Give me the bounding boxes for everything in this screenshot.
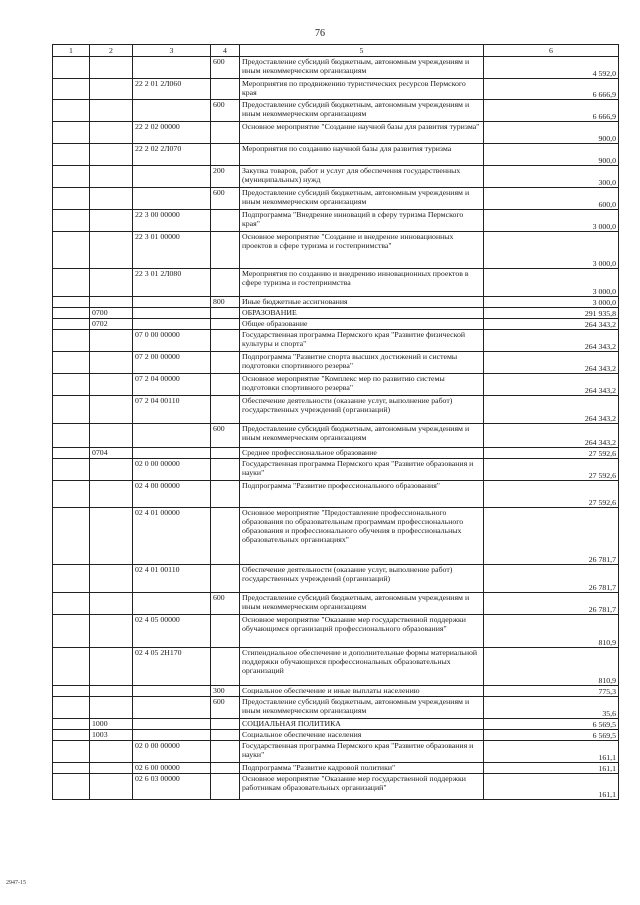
- amount-cell: 161,1: [484, 774, 619, 800]
- section-code-cell: [90, 396, 133, 424]
- table-row: [53, 100, 619, 122]
- empty-cell-cell: [53, 297, 90, 308]
- target-code-cell: [133, 297, 211, 308]
- item-name-cell: Предоставление субсидий бюджетным, автономным учреждениям и иным некоммерческим организациям: [240, 697, 484, 719]
- expense-type-cell: [211, 396, 240, 424]
- item-name-cell: Подпрограмма "Развитие профессионального образования": [240, 481, 484, 508]
- amount-cell: 4 592,0: [484, 57, 619, 79]
- table-row: [53, 330, 619, 352]
- expense-type-cell: [211, 481, 240, 508]
- empty-cell-cell: [53, 648, 90, 686]
- empty-cell-cell: [53, 57, 90, 79]
- empty-cell-cell: [53, 144, 90, 166]
- section-code-cell: [90, 188, 133, 210]
- amount-cell: 6 569,5: [484, 730, 619, 741]
- table-row: [53, 719, 619, 730]
- section-code-cell: [90, 374, 133, 396]
- empty-cell-cell: [53, 396, 90, 424]
- item-name-cell: Основное мероприятие "Создание научной базы для развития туризма": [240, 122, 484, 144]
- expense-type-cell: [211, 763, 240, 774]
- target-code-cell: 22 2 02 2Л070: [133, 144, 211, 166]
- section-code-cell: [90, 741, 133, 763]
- expense-type-cell: 300: [211, 686, 240, 697]
- section-code-cell: 0700: [90, 308, 133, 319]
- table-row: [53, 122, 619, 144]
- amount-cell: 27 592,6: [484, 481, 619, 508]
- item-name-cell: Обеспечение деятельности (оказание услуг, выполнение работ) государственных учреждений (организаций): [240, 565, 484, 593]
- amount-cell: 3 000,0: [484, 269, 619, 297]
- target-code-cell: [133, 100, 211, 122]
- expense-type-cell: [211, 330, 240, 352]
- section-code-cell: [90, 100, 133, 122]
- section-code-cell: [90, 648, 133, 686]
- amount-cell: 26 781,7: [484, 508, 619, 565]
- section-code-cell: [90, 481, 133, 508]
- expense-type-cell: [211, 448, 240, 459]
- expense-type-cell: [211, 79, 240, 100]
- item-name-cell: Мероприятия по созданию и внедрению инновационных проектов в сфере туризма и гостеприимства: [240, 269, 484, 297]
- table-row: [53, 615, 619, 648]
- amount-cell: 3 000,0: [484, 232, 619, 269]
- expense-type-cell: 600: [211, 57, 240, 79]
- empty-cell-cell: [53, 448, 90, 459]
- page-number: 76: [315, 28, 325, 39]
- table-row: [53, 774, 619, 800]
- table-row: [53, 424, 619, 448]
- target-code-cell: 22 2 02 00000: [133, 122, 211, 144]
- item-name-cell: Обеспечение деятельности (оказание услуг, выполнение работ) государственных учреждений (организаций): [240, 396, 484, 424]
- table-row: [53, 57, 619, 79]
- section-code-cell: [90, 232, 133, 269]
- table-row: [53, 686, 619, 697]
- amount-cell: 264 343,2: [484, 374, 619, 396]
- target-code-cell: 22 3 00 00000: [133, 210, 211, 232]
- table-row: [53, 741, 619, 763]
- item-name-cell: Предоставление субсидий бюджетным, автономным учреждениям и иным некоммерческим организациям: [240, 424, 484, 448]
- header-col-3: 3: [133, 45, 211, 57]
- table-row: [53, 352, 619, 374]
- empty-cell-cell: [53, 308, 90, 319]
- target-code-cell: 02 4 05 00000: [133, 615, 211, 648]
- expense-type-cell: [211, 269, 240, 297]
- table-row: [53, 210, 619, 232]
- table-row: [53, 459, 619, 481]
- footer-code: 2947-15: [6, 880, 26, 886]
- section-code-cell: [90, 122, 133, 144]
- expense-type-cell: [211, 774, 240, 800]
- target-code-cell: 07 2 04 00000: [133, 374, 211, 396]
- section-code-cell: [90, 352, 133, 374]
- expense-type-cell: [211, 308, 240, 319]
- item-name-cell: Подпрограмма "Развитие спорта высших достижений и системы подготовки спортивного резерва": [240, 352, 484, 374]
- table-row: [53, 297, 619, 308]
- empty-cell-cell: [53, 122, 90, 144]
- amount-cell: 291 935,8: [484, 308, 619, 319]
- section-code-cell: [90, 763, 133, 774]
- item-name-cell: Основное мероприятие "Предоставление профессионального образования по образовательным программам профессионального образования и профессионального обучения в профессиональных образовательных организациях": [240, 508, 484, 565]
- empty-cell-cell: [53, 697, 90, 719]
- table-row: [53, 593, 619, 615]
- expense-type-cell: 200: [211, 166, 240, 188]
- table-row: [53, 232, 619, 269]
- empty-cell-cell: [53, 374, 90, 396]
- expense-type-cell: [211, 319, 240, 330]
- item-name-cell: Мероприятия по созданию научной базы для развития туризма: [240, 144, 484, 166]
- item-name-cell: Общее образование: [240, 319, 484, 330]
- expense-type-cell: [211, 210, 240, 232]
- expense-type-cell: [211, 122, 240, 144]
- expense-type-cell: [211, 459, 240, 481]
- amount-cell: 35,6: [484, 697, 619, 719]
- target-code-cell: [133, 593, 211, 615]
- header-col-1: 1: [53, 45, 90, 57]
- budget-table: [52, 44, 619, 800]
- table-row: [53, 374, 619, 396]
- empty-cell-cell: [53, 319, 90, 330]
- table-row: [53, 308, 619, 319]
- item-name-cell: Предоставление субсидий бюджетным, автономным учреждениям и иным некоммерческим организациям: [240, 57, 484, 79]
- empty-cell-cell: [53, 508, 90, 565]
- expense-type-cell: [211, 374, 240, 396]
- item-name-cell: Основное мероприятие "Оказание мер государственной поддержки работникам образовательных организаций": [240, 774, 484, 800]
- target-code-cell: [133, 448, 211, 459]
- expense-type-cell: 600: [211, 593, 240, 615]
- item-name-cell: Основное мероприятие "Оказание мер государственной поддержки обучающимся организаций профессионального образования": [240, 615, 484, 648]
- item-name-cell: Стипендиальное обеспечение и дополнительные формы материальной поддержки обучающихся профессиональных образовательных организаций: [240, 648, 484, 686]
- item-name-cell: Мероприятия по продвижению туристических ресурсов Пермского края: [240, 79, 484, 100]
- amount-cell: 6 666,9: [484, 79, 619, 100]
- empty-cell-cell: [53, 741, 90, 763]
- amount-cell: 27 592,6: [484, 459, 619, 481]
- target-code-cell: [133, 424, 211, 448]
- empty-cell-cell: [53, 100, 90, 122]
- section-code-cell: [90, 57, 133, 79]
- amount-cell: 900,0: [484, 122, 619, 144]
- section-code-cell: [90, 269, 133, 297]
- empty-cell-cell: [53, 763, 90, 774]
- target-code-cell: 22 3 01 2Л080: [133, 269, 211, 297]
- table-row: [53, 166, 619, 188]
- table-row: [53, 481, 619, 508]
- table-row: [53, 319, 619, 330]
- header-col-5: 5: [240, 45, 484, 57]
- amount-cell: 161,1: [484, 763, 619, 774]
- amount-cell: 900,0: [484, 144, 619, 166]
- section-code-cell: 1000: [90, 719, 133, 730]
- item-name-cell: Иные бюджетные ассигнования: [240, 297, 484, 308]
- table-row: [53, 508, 619, 565]
- header-col-6: 6: [484, 45, 619, 57]
- amount-cell: 264 343,2: [484, 330, 619, 352]
- amount-cell: 26 781,7: [484, 565, 619, 593]
- target-code-cell: [133, 57, 211, 79]
- amount-cell: 264 343,2: [484, 396, 619, 424]
- expense-type-cell: [211, 741, 240, 763]
- section-code-cell: [90, 508, 133, 565]
- item-name-cell: Социальное обеспечение населения: [240, 730, 484, 741]
- amount-cell: 810,9: [484, 648, 619, 686]
- header-col-4: 4: [211, 45, 240, 57]
- expense-type-cell: [211, 352, 240, 374]
- item-name-cell: Основное мероприятие "Комплекс мер по развитию системы подготовки спортивного резерва": [240, 374, 484, 396]
- target-code-cell: 07 0 00 00000: [133, 330, 211, 352]
- section-code-cell: 1003: [90, 730, 133, 741]
- section-code-cell: 0702: [90, 319, 133, 330]
- item-name-cell: Подпрограмма "Внедрение инноваций в сферу туризма Пермского края": [240, 210, 484, 232]
- section-code-cell: [90, 565, 133, 593]
- target-code-cell: 02 0 00 00000: [133, 741, 211, 763]
- empty-cell-cell: [53, 352, 90, 374]
- section-code-cell: [90, 330, 133, 352]
- expense-type-cell: 600: [211, 697, 240, 719]
- empty-cell-cell: [53, 481, 90, 508]
- item-name-cell: Основное мероприятие "Создание и внедрение инновационных проектов в сфере туризма и гостеприимства": [240, 232, 484, 269]
- table-row: [53, 448, 619, 459]
- expense-type-cell: 800: [211, 297, 240, 308]
- target-code-cell: 02 4 00 00000: [133, 481, 211, 508]
- amount-cell: 161,1: [484, 741, 619, 763]
- amount-cell: 6 569,5: [484, 719, 619, 730]
- amount-cell: 300,0: [484, 166, 619, 188]
- item-name-cell: СОЦИАЛЬНАЯ ПОЛИТИКА: [240, 719, 484, 730]
- item-name-cell: ОБРАЗОВАНИЕ: [240, 308, 484, 319]
- target-code-cell: 02 0 00 00000: [133, 459, 211, 481]
- table-row: [53, 188, 619, 210]
- amount-cell: 264 343,2: [484, 424, 619, 448]
- item-name-cell: Предоставление субсидий бюджетным, автономным учреждениям и иным некоммерческим организациям: [240, 188, 484, 210]
- section-code-cell: [90, 697, 133, 719]
- empty-cell-cell: [53, 232, 90, 269]
- empty-cell-cell: [53, 719, 90, 730]
- target-code-cell: [133, 188, 211, 210]
- item-name-cell: Государственная программа Пермского края "Развитие образования и науки": [240, 741, 484, 763]
- table-row: [53, 565, 619, 593]
- section-code-cell: [90, 459, 133, 481]
- section-code-cell: [90, 79, 133, 100]
- item-name-cell: Предоставление субсидий бюджетным, автономным учреждениям и иным некоммерческим организациям: [240, 593, 484, 615]
- section-code-cell: [90, 686, 133, 697]
- target-code-cell: 22 2 01 2Л060: [133, 79, 211, 100]
- expense-type-cell: [211, 508, 240, 565]
- empty-cell-cell: [53, 210, 90, 232]
- target-code-cell: [133, 730, 211, 741]
- target-code-cell: [133, 686, 211, 697]
- section-code-cell: [90, 774, 133, 800]
- expense-type-cell: 600: [211, 424, 240, 448]
- table-row: [53, 763, 619, 774]
- section-code-cell: [90, 593, 133, 615]
- target-code-cell: [133, 697, 211, 719]
- target-code-cell: 02 4 01 00000: [133, 508, 211, 565]
- table-row: [53, 396, 619, 424]
- amount-cell: 264 343,2: [484, 319, 619, 330]
- expense-type-cell: [211, 615, 240, 648]
- empty-cell-cell: [53, 459, 90, 481]
- empty-cell-cell: [53, 188, 90, 210]
- table-row: [53, 697, 619, 719]
- amount-cell: 264 343,2: [484, 352, 619, 374]
- item-name-cell: Подпрограмма "Развитие кадровой политики": [240, 763, 484, 774]
- section-code-cell: 0704: [90, 448, 133, 459]
- amount-cell: 26 781,7: [484, 593, 619, 615]
- expense-type-cell: [211, 730, 240, 741]
- header-col-2: 2: [90, 45, 133, 57]
- section-code-cell: [90, 615, 133, 648]
- item-name-cell: Социальное обеспечение и иные выплаты населению: [240, 686, 484, 697]
- target-code-cell: [133, 719, 211, 730]
- empty-cell-cell: [53, 774, 90, 800]
- item-name-cell: Государственная программа Пермского края "Развитие физической культуры и спорта": [240, 330, 484, 352]
- target-code-cell: 02 6 03 00000: [133, 774, 211, 800]
- empty-cell-cell: [53, 593, 90, 615]
- target-code-cell: 02 6 00 00000: [133, 763, 211, 774]
- empty-cell-cell: [53, 79, 90, 100]
- section-code-cell: [90, 210, 133, 232]
- empty-cell-cell: [53, 330, 90, 352]
- expense-type-cell: [211, 565, 240, 593]
- target-code-cell: [133, 166, 211, 188]
- section-code-cell: [90, 297, 133, 308]
- amount-cell: 6 666,9: [484, 100, 619, 122]
- item-name-cell: Предоставление субсидий бюджетным, автономным учреждениям и иным некоммерческим организациям: [240, 100, 484, 122]
- amount-cell: 3 000,0: [484, 210, 619, 232]
- table-row: [53, 144, 619, 166]
- amount-cell: 3 000,0: [484, 297, 619, 308]
- empty-cell-cell: [53, 730, 90, 741]
- table-row: [53, 648, 619, 686]
- amount-cell: 775,3: [484, 686, 619, 697]
- empty-cell-cell: [53, 166, 90, 188]
- item-name-cell: Государственная программа Пермского края "Развитие образования и науки": [240, 459, 484, 481]
- expense-type-cell: [211, 648, 240, 686]
- target-code-cell: 07 2 04 00110: [133, 396, 211, 424]
- expense-type-cell: 600: [211, 188, 240, 210]
- item-name-cell: Закупка товаров, работ и услуг для обеспечения государственных (муниципальных) нужд: [240, 166, 484, 188]
- section-code-cell: [90, 144, 133, 166]
- target-code-cell: [133, 308, 211, 319]
- table-row: [53, 269, 619, 297]
- table-header-row: [53, 45, 619, 57]
- target-code-cell: 02 4 05 2Н170: [133, 648, 211, 686]
- expense-type-cell: [211, 719, 240, 730]
- expense-type-cell: 600: [211, 100, 240, 122]
- empty-cell-cell: [53, 686, 90, 697]
- expense-type-cell: [211, 144, 240, 166]
- target-code-cell: 22 3 01 00000: [133, 232, 211, 269]
- item-name-cell: Среднее профессиональное образование: [240, 448, 484, 459]
- amount-cell: 27 592,6: [484, 448, 619, 459]
- empty-cell-cell: [53, 615, 90, 648]
- table-row: [53, 79, 619, 100]
- empty-cell-cell: [53, 565, 90, 593]
- budget-table-body: [53, 45, 619, 800]
- target-code-cell: [133, 319, 211, 330]
- empty-cell-cell: [53, 424, 90, 448]
- section-code-cell: [90, 166, 133, 188]
- target-code-cell: 02 4 01 00110: [133, 565, 211, 593]
- amount-cell: 600,0: [484, 188, 619, 210]
- amount-cell: 810,9: [484, 615, 619, 648]
- section-code-cell: [90, 424, 133, 448]
- expense-type-cell: [211, 232, 240, 269]
- table-row: [53, 730, 619, 741]
- target-code-cell: 07 2 00 00000: [133, 352, 211, 374]
- empty-cell-cell: [53, 269, 90, 297]
